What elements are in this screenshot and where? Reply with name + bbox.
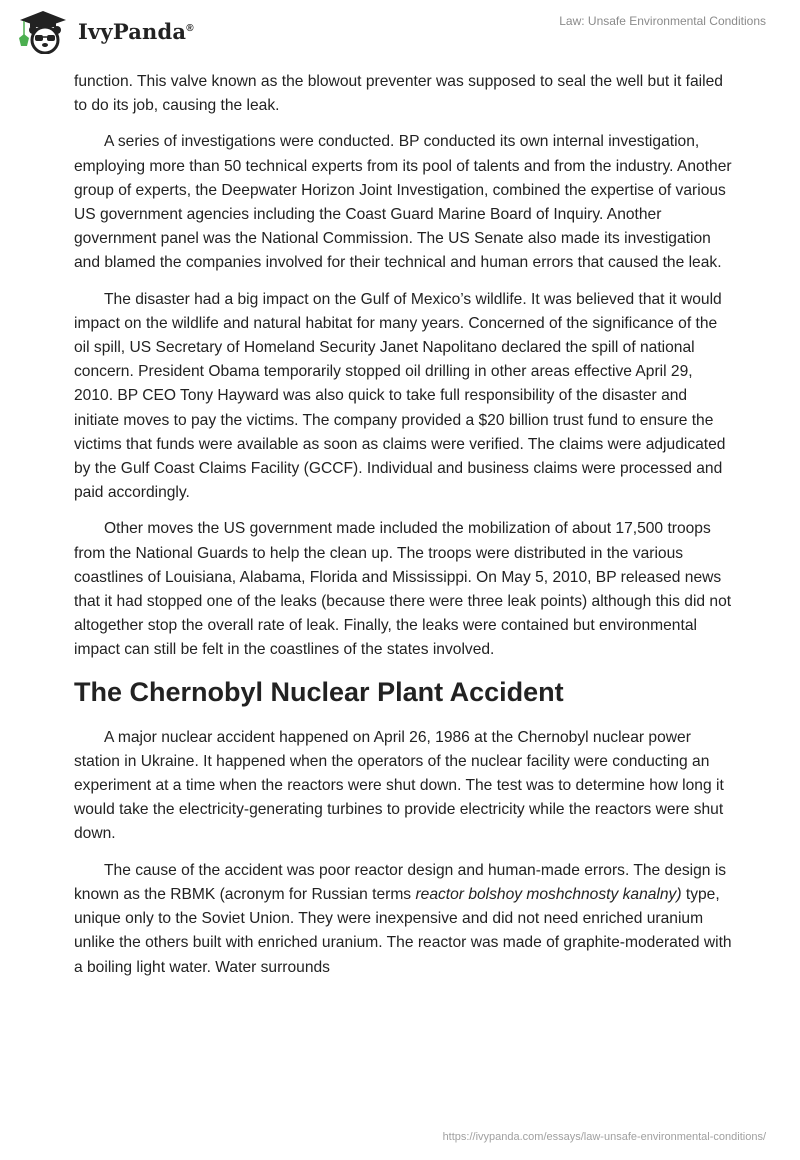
article-body xyxy=(74,70,734,992)
paragraph-continuation: function. This valve known as the blowout preventer was supposed to seal the well but it failed to do its job, causing the leak. xyxy=(74,73,723,115)
source-url[interactable]: https://ivypanda.com/essays/law-unsafe-environmental-conditions/ xyxy=(442,1131,766,1143)
paragraph-chernobyl-intro: A major nuclear accident happened on April 26, 1986 at the Chernobyl nuclear power station in Ukraine. It happened when the operators of the nuclear facility were conducting an experiment at a time when the reactors were shut down. The test was to determine how long it would take the electricity-generating turbines to provide electricity while the reactors were shut down. xyxy=(74,728,724,843)
cause-text-part1: The cause of the accident was poor reactor design and human-made errors. The design is known as the RBMK (acronym for Russian terms xyxy=(74,861,727,903)
paragraph-government-moves: Other moves the US government made included the mobilization of about 17,500 troops from the National Guards to help the clean up. The troops were distributed in the various coastlines of Louisiana, Alabama, Florida and Mississippi. On May 5, 2010, BP released news that it had stopped one of the leaks (because there were three leak points) although this did not altogether stop the overall rate of leak. Finally, the leaks were contained but environmental impact can still be felt in the coastlines of the states involved. xyxy=(74,520,732,659)
panda-graduate-icon xyxy=(16,8,70,54)
section-heading-chernobyl: The Chernobyl Nuclear Plant Accident xyxy=(74,676,564,707)
paragraph-chernobyl-cause xyxy=(74,859,734,980)
logo-text xyxy=(78,19,194,44)
cause-text-part2: type, unique only to the Soviet Union. They were inexpensive and did not need enriched uranium unlike the others built with enriched uranium. The reactor was made of graphite-moderated with a boiling light water. Water surrounds xyxy=(74,885,732,976)
document-title: Law: Unsafe Environmental Conditions xyxy=(559,14,766,28)
page-header xyxy=(0,0,800,60)
registered-mark: ® xyxy=(186,22,194,34)
paragraph-investigations: A series of investigations were conducted. BP conducted its own internal investigation, employing more than 50 technical experts from its pool of talents and from the industry. Another group of experts, the Deepwater Horizon Joint Investigation, combined the expertise of various US government agencies including the Coast Guard Marine Board of Inquiry. Another government panel was the National Commission. The US Senate also made its investigation and blamed the companies involved for their technical and human errors that caused the leak. xyxy=(74,133,732,272)
paragraph-impact: The disaster had a big impact on the Gulf of Mexico’s wildlife. It was believed that it would impact on the wildlife and natural habitat for many years. Concerned of the significance of the oil spill, US Secretary of Homeland Security Janet Napolitano declared the spill of national concern. President Obama temporarily stopped oil drilling in other areas effective April 29, 2010. BP CEO Tony Hayward was also quick to take full responsibility of the disaster and initiate moves to pay the victims. The company provided a $20 billion trust fund to ensure the victims that funds were available as soon as claims were verified. The claims were adjudicated by the Gulf Coast Claims Facility (GCCF). Individual and business claims were processed and paid accordingly. xyxy=(74,290,726,502)
ivypanda-logo[interactable] xyxy=(16,8,194,54)
russian-term-italic: reactor bolshoy moshchnosty kanalny) xyxy=(415,885,682,903)
logo-wordmark: IvyPanda xyxy=(78,18,187,44)
